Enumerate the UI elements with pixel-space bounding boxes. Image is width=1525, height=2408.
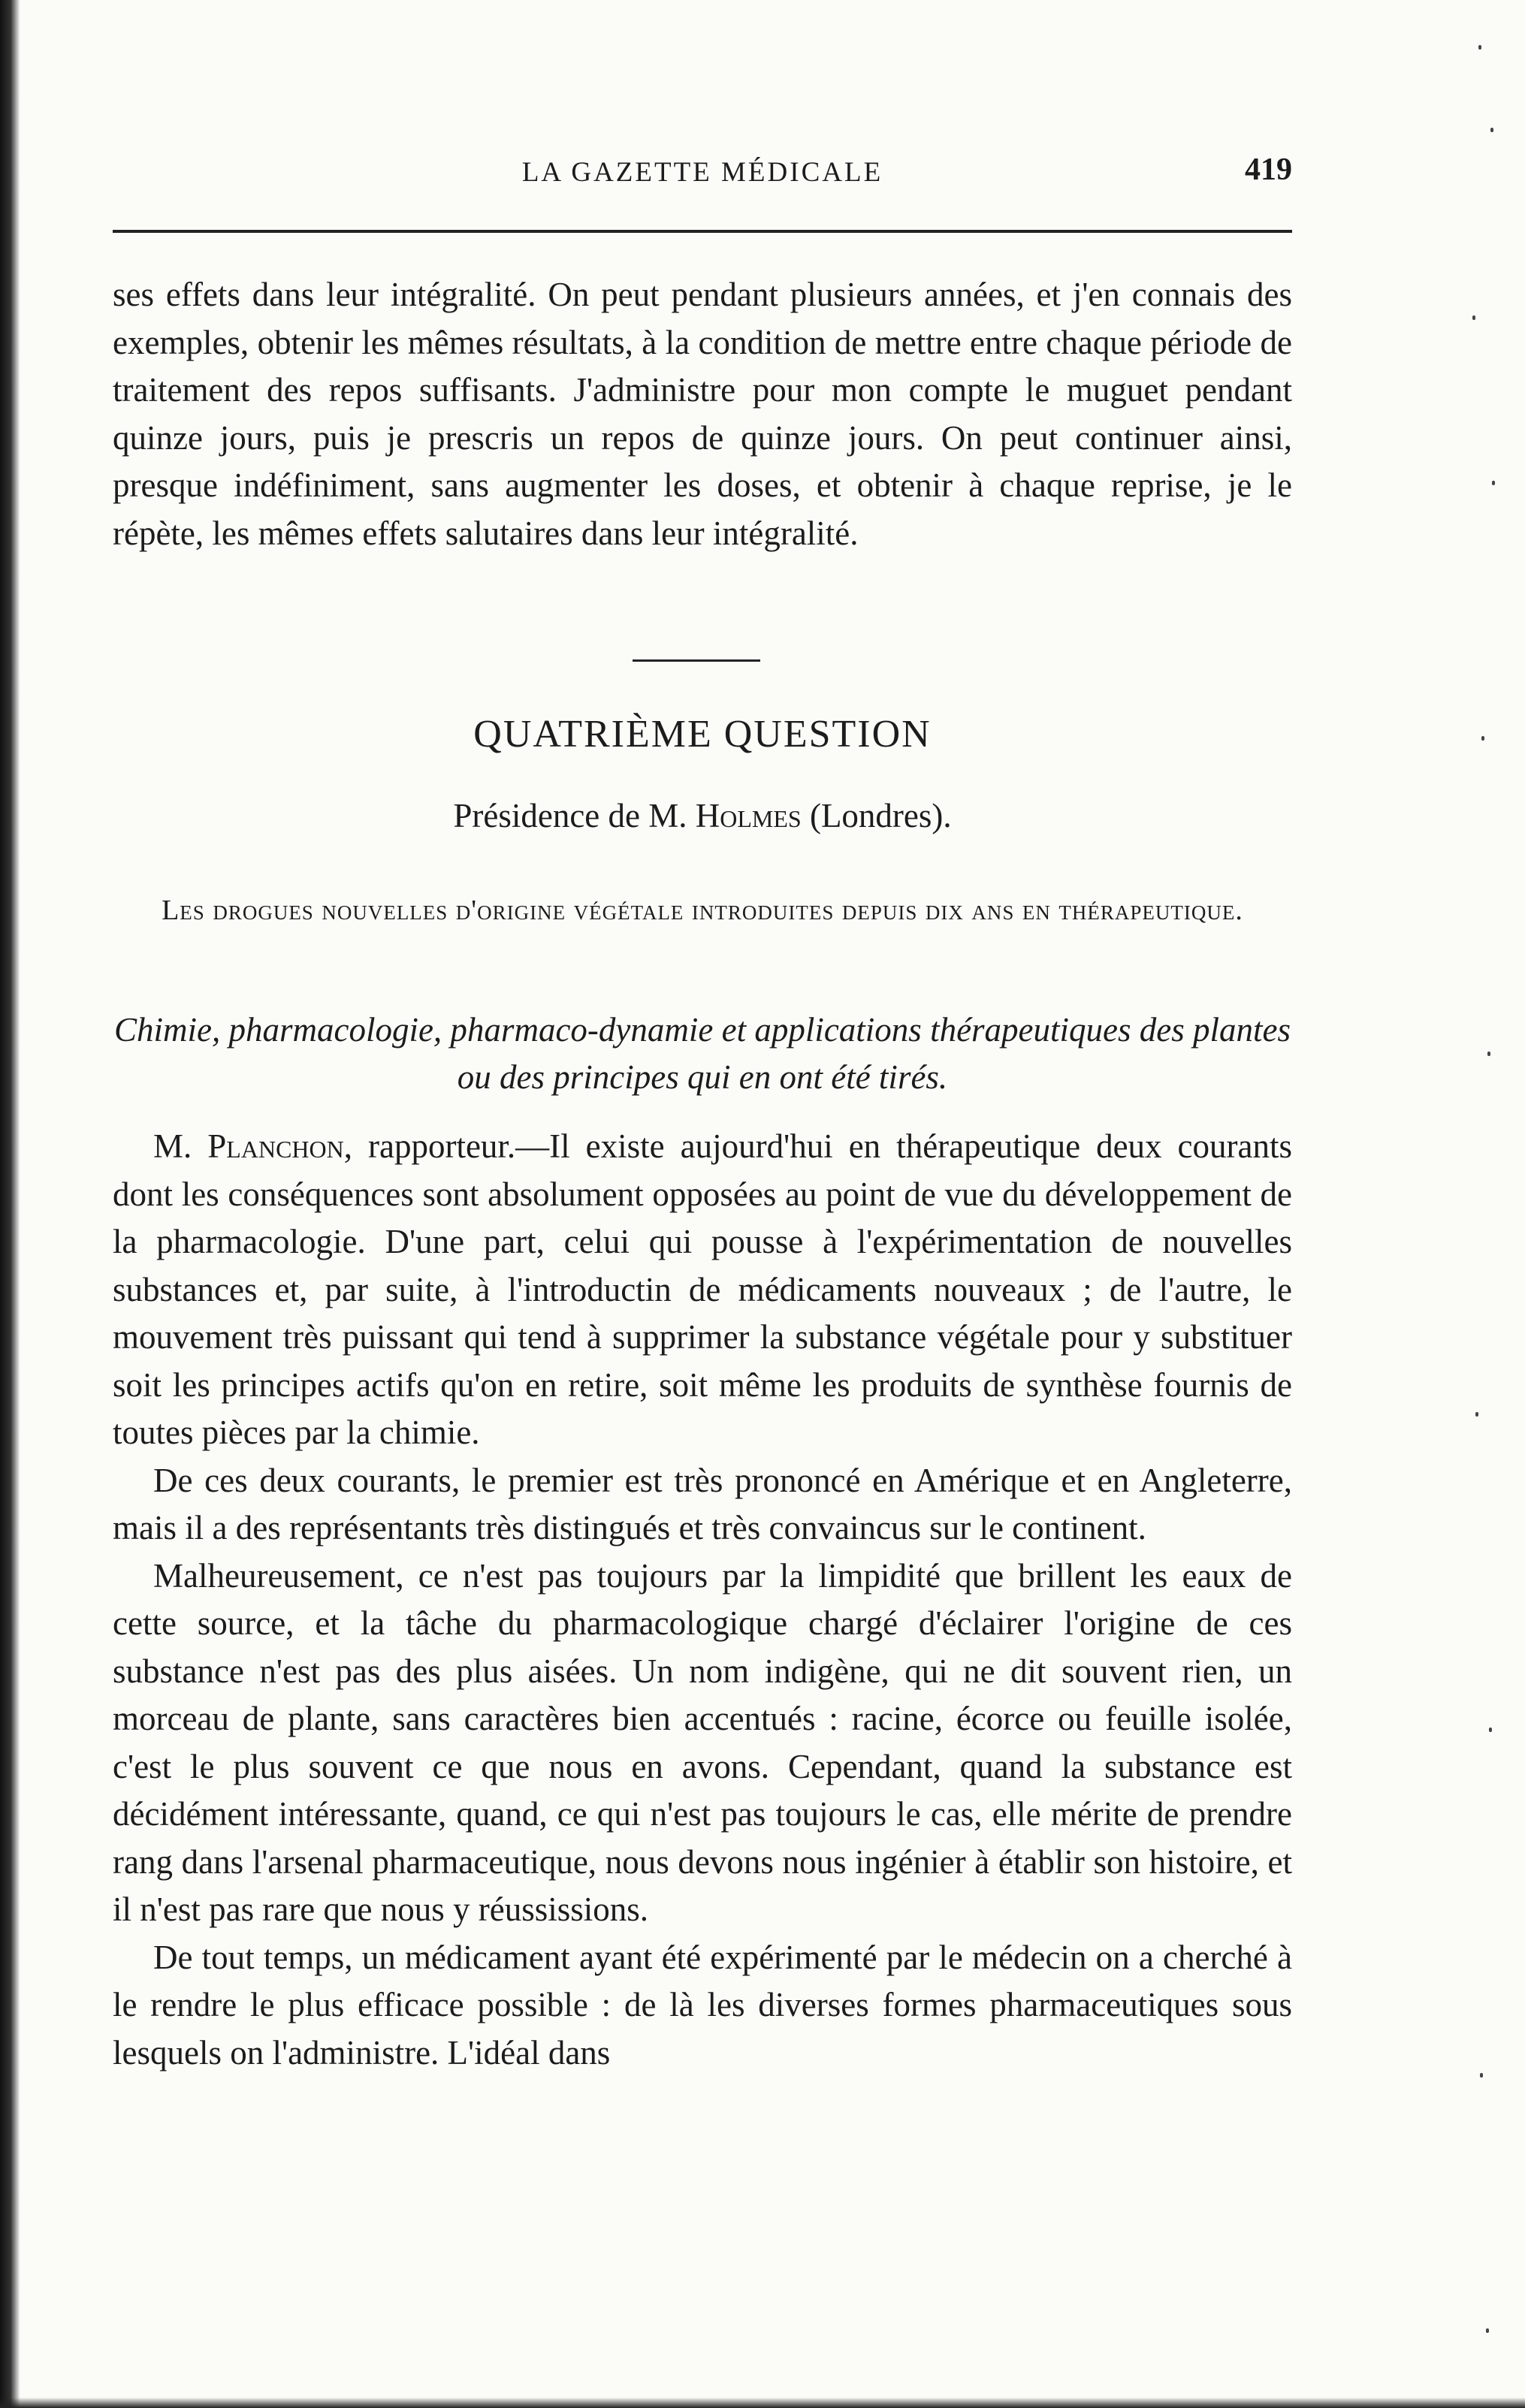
presidence-name: Holmes (695, 797, 802, 834)
rapporteur-name: Planchon (207, 1127, 344, 1165)
page-number: 419 (1245, 152, 1292, 187)
scan-edge-bottom (0, 2397, 1525, 2408)
presidence-prefix: Présidence de M. (453, 797, 696, 834)
body-paragraph-4: De tout temps, un médicament ayant été expérimenté par le médecin on a cherché à le rendre le plus efficace possible : de là les diverses formes pharmaceutiques sous lesquels on l'administre. L'idéal dans (113, 1938, 1292, 2072)
section-subject: Les drogues nouvelles d'origine végétale introduites depuis dix ans en thérapeutique. (162, 895, 1243, 926)
section-subtitle: Chimie, pharmacologie, pharmaco-dynamie et applications thérapeutiques des plantes ou des principes qui en ont été tirés. (113, 1011, 1291, 1096)
p1-text: , rapporteur.—Il existe aujourd'hui en thérapeutique deux courants dont les conséquences sont absolument opposées au point de vue du développement de la pharmacologie. D'une part, celui qui pousse à l'expérimentation de nouvelles substances et, par suite, à l'introductin de médicaments nouveaux ; de l'autre, le mouvement très puissant qui tend à supprimer la substance végétale pour y substituer soit les principes actifs qu'on en retire, soit même les produits de synthèse fournis de toutes pièces par la chimie. (113, 1127, 1292, 1451)
body-text-block (113, 1123, 1292, 2077)
scan-edge-left (0, 0, 20, 2408)
body-paragraph-1 (113, 1123, 1292, 1457)
page-header (113, 150, 1292, 195)
presidence-line (113, 796, 1292, 835)
intro-text-block (113, 271, 1292, 557)
section-title: QUATRIÈME QUESTION (473, 713, 932, 756)
presidence-suffix: (Londres). (801, 797, 952, 834)
header-rule (113, 230, 1292, 233)
intro-paragraph: ses effets dans leur intégralité. On peut pendant plusieurs années, et j'en connais des exemples, obtenir les mêmes résultats, à la condition de mettre entre chaque période de traitement des repos suffisants. J'administre pour mon compte le muguet pendant quinze jours, puis je prescris un repos de quinze jours. On peut continuer ainsi, presque indéfiniment, sans augmenter les doses, et obtenir à chaque reprise, je le répète, les mêmes effets salutaires dans leur intégralité. (113, 276, 1292, 552)
p1-prefix: M. (153, 1127, 208, 1165)
margin-specks (1465, 0, 1510, 2408)
body-paragraph-2: De ces deux courants, le premier est très prononcé en Amérique et en Angleterre, mais il a des représentants très distingués et très convaincus sur le continent. (113, 1461, 1292, 1546)
section-separator (633, 659, 760, 662)
body-paragraph-3: Malheureusement, ce n'est pas toujours par la limpidité que brillent les eaux de cette source, et la tâche du pharmacologique chargé d'éclairer l'origine de ces substance n'est pas des plus aisées. Un nom indigène, qui ne dit souvent rien, un morceau de plante, sans caractères bien accentués : racine, écorce ou feuille isolée, c'est le plus souvent ce que nous en avons. Cependant, quand la substance est décidément intéressante, quand, ce qui n'est pas toujours le cas, elle mérite de prendre rang dans l'arsenal pharmaceutique, nous devons nous ingénier à établir son histoire, et il n'est pas rare que nous y réussissions. (113, 1556, 1292, 1928)
running-title: LA GAZETTE MÉDICALE (521, 157, 883, 188)
